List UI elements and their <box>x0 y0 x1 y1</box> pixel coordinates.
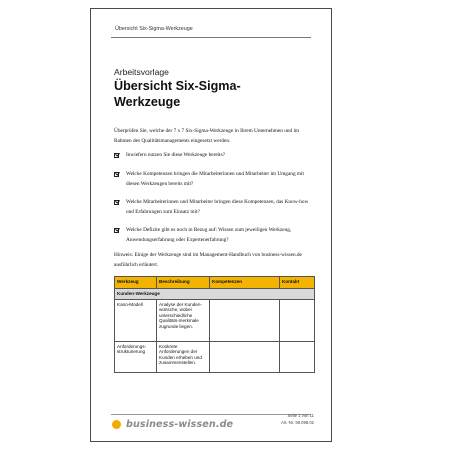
page-number: Seite 1 von 11 <box>287 413 314 418</box>
competencies-cell[interactable] <box>210 300 280 342</box>
column-header-contact: Kontakt <box>280 277 315 289</box>
page-meta <box>281 413 314 426</box>
checklist-item-text: Inwiefern nutzen Sie diese Werkzeuge bereits? <box>126 152 226 158</box>
table-row <box>115 342 315 373</box>
checklist-item <box>114 150 314 160</box>
description-cell: Analyse der Kunden-wünsche, wobei unterschiedliche Qualitäts-merkmale zugrunde liegen. <box>157 300 210 342</box>
column-header-competencies: Kompetenzen <box>210 277 280 289</box>
description-cell: Konkrete Anforderungen der Kunden erheben und zusammenstellen. <box>157 342 210 373</box>
competencies-cell[interactable] <box>210 342 280 373</box>
intro-paragraph: Überprüfen Sie, welche der 7 x 7 Six-Sigma-Werkzeuge in Ihrem Unternehmen und im Rahmen des Qualitätsmanagements eingesetzt werden. <box>114 128 300 144</box>
checklist-item-text: Welche Kompetenzen bringen die Mitarbeiterinnen und Mitarbeiter im Umgang mit diesen Werkzeugen bereits mit? <box>126 171 304 187</box>
document-page <box>90 8 332 442</box>
table-section-row <box>115 289 315 300</box>
column-header-description: Beschreibung <box>157 277 210 289</box>
contact-cell[interactable] <box>280 300 315 342</box>
checklist-item <box>114 169 314 189</box>
checklist-item <box>114 197 314 217</box>
checkbox-icon <box>114 200 119 205</box>
header-divider <box>111 37 311 38</box>
tool-cell: Kano-Modell <box>115 300 157 342</box>
checkbox-icon <box>114 153 119 158</box>
article-number: Art.-Nr. 99.098.02 <box>280 419 314 425</box>
column-header-tool: Werkzeug <box>115 277 157 289</box>
checkbox-icon <box>114 172 119 177</box>
document-kicker: Arbeitsvorlage <box>114 67 169 77</box>
tool-cell: Anforderungs-strukturierung <box>115 342 157 373</box>
section-label: Kunden-Werkzeuge <box>115 289 315 300</box>
hint-paragraph: Hinweis: Einige der Werkzeuge sind im Management-Handbuch von business-wissen.de ausführlich erläutert. <box>114 252 302 268</box>
brand-name: business-wissen.de <box>126 418 234 430</box>
contact-cell[interactable] <box>280 342 315 373</box>
brand-dot-icon <box>112 420 121 429</box>
checkbox-icon <box>114 228 119 233</box>
document-title: Übersicht Six-Sigma-Werkzeuge <box>114 79 241 109</box>
checklist-item <box>114 225 314 245</box>
brand-logo <box>112 417 233 431</box>
checklist-item-text: Welche Mitarbeiterinnen und Mitarbeiter bringen diese Kompetenzen, das Know-how und Erfahrungen zum Einsatz mit? <box>126 199 309 215</box>
checklist-item-text: Welche Defizite gibt es noch in Bezug auf: Wissen zum jeweiligen Werkzeug, Anwendungserfahrung oder Expertenerfahrung? <box>126 227 292 243</box>
table-row <box>115 300 315 342</box>
header-note: Übersicht Six-Sigma-Werkzeuge <box>115 26 193 32</box>
table-header-row <box>115 277 315 289</box>
tools-table <box>114 276 315 373</box>
